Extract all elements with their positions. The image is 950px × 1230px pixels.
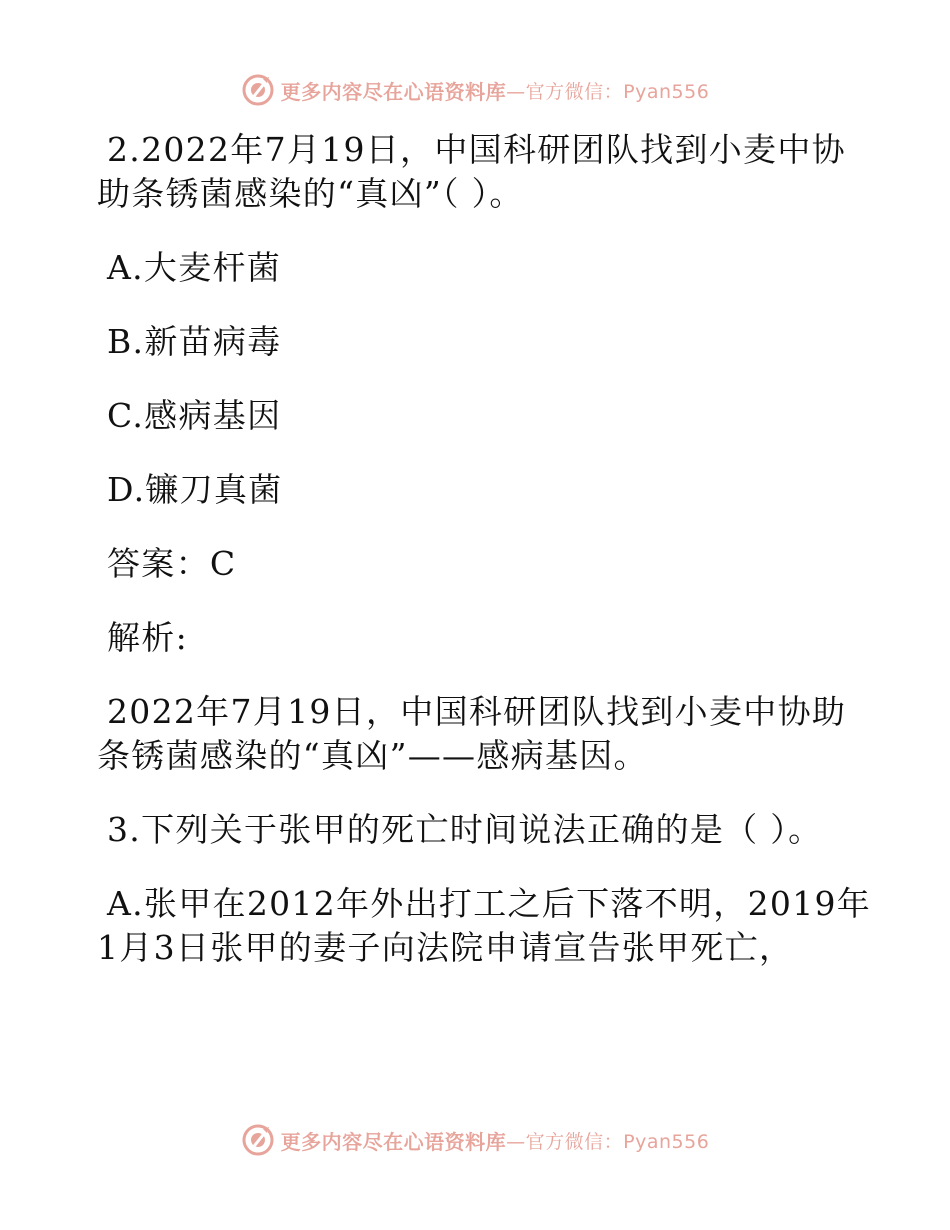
text-line: 2022年7月19日，中国科研团队找到小麦中协助 — [107, 692, 847, 731]
question-2-answer — [97, 542, 857, 586]
question-3-stem — [97, 808, 857, 852]
question-2-option-d — [97, 468, 857, 512]
watermark-sub-text: —官方微信：Pyan556 — [506, 80, 710, 103]
question-2-analysis — [97, 690, 857, 778]
document-body — [97, 128, 872, 1000]
text-line: 3.下列关于张甲的死亡时间说法正确的是（ ）。 — [107, 810, 823, 849]
question-2-option-a — [97, 246, 857, 290]
watermark-sub-text: —官方微信：Pyan556 — [506, 1130, 710, 1153]
text-line: 答案：C — [107, 544, 237, 583]
text-line: 助条锈菌感染的“真凶”（ ）。 — [97, 174, 524, 213]
question-2-stem — [97, 128, 857, 216]
header-watermark — [0, 70, 950, 110]
logo-icon — [241, 1123, 275, 1157]
question-2-option-b — [97, 320, 857, 364]
text-line: 条锈菌感染的“真凶”——感病基因。 — [97, 736, 648, 775]
question-3-option-a — [97, 882, 872, 970]
logo-icon — [241, 73, 275, 107]
text-line: A.大麦杆菌 — [107, 248, 282, 287]
footer-watermark — [0, 1120, 950, 1160]
text-line: B.新苗病毒 — [107, 322, 282, 361]
watermark-main-text: 更多内容尽在心语资料库 — [280, 79, 507, 104]
text-line: 2.2022年7月19日，中国科研团队找到小麦中协 — [107, 130, 846, 169]
question-2-analysis-label — [97, 616, 857, 660]
text-line: A.张甲在2012年外出打工之后下落不明，2019年 — [107, 884, 872, 923]
text-line: C.感病基因 — [107, 396, 282, 435]
question-2-option-c — [97, 394, 857, 438]
text-line: 解析: — [107, 618, 189, 657]
watermark-main-text: 更多内容尽在心语资料库 — [280, 1129, 507, 1154]
text-line: 1月3日张甲的妻子向法院申请宣告张甲死亡， — [97, 928, 794, 967]
text-line: D.镰刀真菌 — [107, 470, 283, 509]
